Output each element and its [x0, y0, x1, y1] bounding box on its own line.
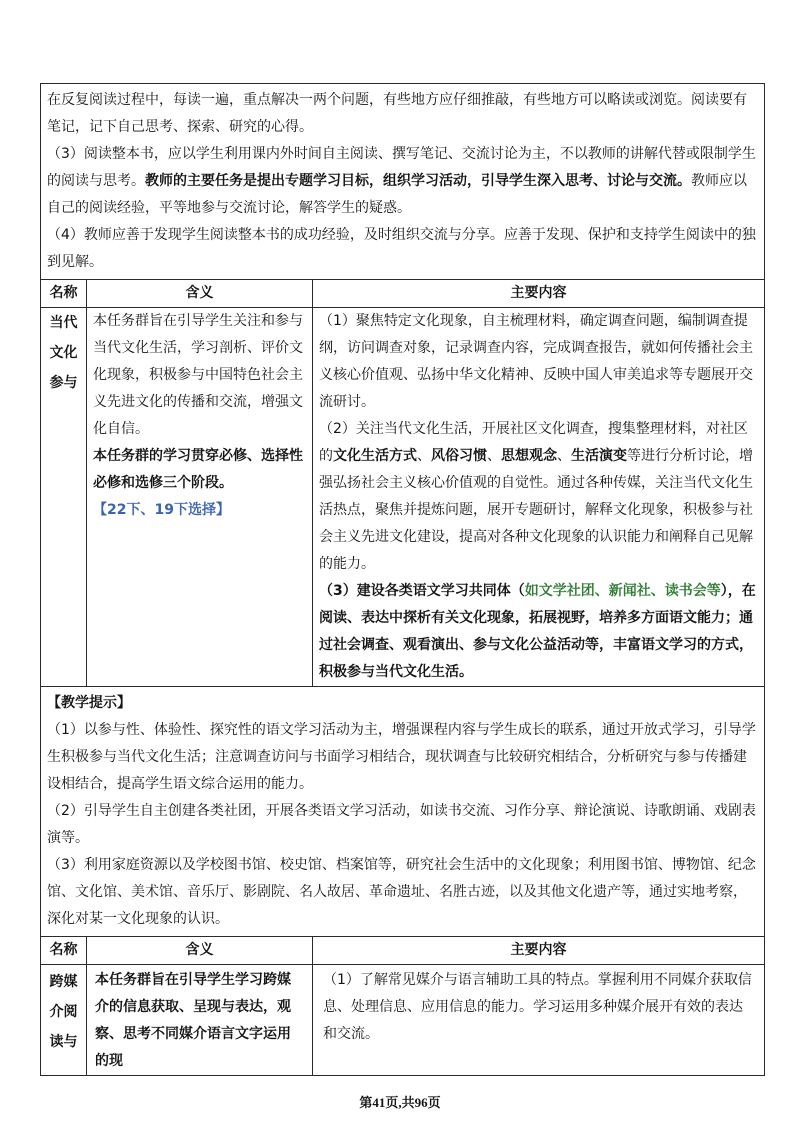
row1-c2-sep-3: 、	[557, 448, 571, 464]
intro-paragraph-3: （4）教师应善于发现学生阅读整本书的成功经验，及时组织交流与分享。应善于发现、保护和支持学生阅读中的独到见解。	[47, 227, 756, 270]
intro-p2-text: （3）阅读整本书，应以学生利用课内外时间自主阅读、撰写笔记、交流讨论为主，不以教师的讲解代替或限制学生的阅读与思考。	[47, 146, 756, 189]
intro-paragraph-1: 在反复阅读过程中，每读一遍，重点解决一两个问题，有些地方应仔细推敲，有些地方可以略读或浏览。阅读要有笔记，记下自己思考、探索、研究的心得。	[47, 92, 747, 135]
row1-c2-bold-4: 生活演变	[571, 448, 627, 464]
row2-content-1: （1）了解常见媒介与语言辅助工具的特点。掌握利用不同媒介获取信息、处理信息、应用信息的能力。学习运用多种媒介展开有效的表达和交流。	[323, 972, 752, 1042]
row2-name	[41, 965, 87, 1076]
row-contemporary-culture	[41, 308, 765, 687]
row1-c2-text: （2）关注当代文化生活，开展社区文化调查，搜集整理材料，对社区的	[319, 421, 748, 464]
row1-c2-bold-1: 文化生活方式	[333, 448, 417, 464]
header-row-2	[41, 937, 765, 965]
header-name: 名称	[41, 280, 87, 308]
page-footer: 第41页,共96页	[359, 1095, 441, 1110]
row1-c2-sep-1: 、	[417, 448, 431, 464]
row1-meaning-text: 本任务群旨在引导学生关注和参与当代文化生活，学习剖析、评价文化现象，积极参与中国特色社会主义先进文化的传播和交流，增强文化自信。	[93, 313, 303, 437]
teaching-tips-cell	[41, 687, 765, 937]
row1-content-1: （1）聚焦特定文化现象，自主梳理材料，确定调查问题，编制调查提纲，访问调查对象，记录调查内容，完成调查报告，就如何传播社会主义核心价值观、弘扬中华文化精神、反映中国人审美追求等专题展开交流研讨。	[319, 313, 753, 410]
header-content: 主要内容	[313, 280, 765, 308]
row1-c2-sep-2: 、	[487, 448, 501, 464]
header2-meaning: 含义	[87, 937, 313, 965]
header-row-1	[41, 280, 765, 308]
row2-meaning	[87, 965, 313, 1076]
row1-meaning	[87, 308, 313, 687]
row1-c2-bold-2: 风俗习惯	[431, 448, 487, 464]
row2-content	[313, 965, 765, 1076]
row1-c3-tail: ），在阅读、表达中探析有关文化现象，拓展视野，培养多方面语文能力；通过社会调查、观看演出、参与文化公益活动等，丰富语文学习的方式，积极参与当代文化生活。	[319, 583, 756, 680]
row1-meaning-bold: 本任务群的学习贯穿必修、选择性必修和选修三个阶段。	[93, 448, 303, 491]
header2-name: 名称	[41, 937, 87, 965]
teaching-tip-1: （1）以参与性、体验性、探究性的语文学习活动为主，增强课程内容与学生成长的联系，通过开放式学习，引导学生积极参与当代文化生活；注意调查访问与书面学习相结合，现状调查与比较研究相结合，分析研究与参与传播建设相结合，提高学生语文综合运用的能力。	[47, 722, 756, 792]
row1-exam-tag: 【22下、19下选择】	[93, 502, 230, 518]
teaching-tip-2: （2）引导学生自主创建各类社团，开展各类语文学习活动，如读书交流、习作分享、辩论演说、诗歌朗诵、戏剧表演等。	[47, 803, 756, 846]
teaching-tip-3: （3）利用家庭资源以及学校图书馆、校史馆、档案馆等，研究社会生活中的文化现象；利用图书馆、博物馆、纪念馆、文化馆、美术馆、音乐厅、影剧院、名人故居、革命遗址、名胜古迹，以及其他文化遗产等，通过实地考察，深化对某一文化现象的认识。	[47, 857, 756, 927]
row1-content	[313, 308, 765, 687]
header-meaning: 含义	[87, 280, 313, 308]
row1-c3-green: 如文学社团、新闻社、读书会等	[524, 583, 721, 599]
curriculum-table	[40, 83, 765, 1076]
header2-content: 主要内容	[313, 937, 765, 965]
teaching-tips-title: 【教学提示】	[47, 695, 131, 711]
intro-row	[41, 84, 765, 280]
row1-c2-tail: 等进行分析讨论，增强弘扬社会主义核心价值观的自觉性。通过各种传媒，关注当代文化生活热点，聚焦并提炼问题，展开专题研讨，解释文化现象，积极参与社会主义先进文化建设，提高对各种文化现象的认识能力和阐释自己见解的能力。	[319, 448, 753, 572]
intro-paragraph-2	[47, 141, 758, 222]
row2-name-text: 跨媒介阅读与	[49, 974, 78, 1050]
intro-p2-bold: 教师的主要任务是提出专题学习目标，组织学习活动，引导学生深入思考、讨论与交流。	[145, 173, 691, 189]
row1-name	[41, 308, 87, 687]
row1-name-text: 当代文化参与	[49, 315, 78, 391]
row2-meaning-bold: 本任务群旨在引导学生学习跨媒介的信息获取、呈现与表达，观察、思考不同媒介语言文字运用的现	[95, 972, 291, 1069]
row1-c2-bold-3: 思想观念	[501, 448, 557, 464]
row1-content-3	[319, 578, 758, 686]
row1-c3-text: （3）建设各类语文学习共同体（	[319, 583, 525, 599]
teaching-tips-row	[41, 687, 765, 937]
row-cross-media	[41, 965, 765, 1076]
row1-content-2	[319, 416, 758, 578]
intro-p2-tail: 教师应以自己的阅读经验，平等地参与交流讨论，解答学生的疑惑。	[47, 173, 747, 216]
intro-cell	[41, 84, 765, 280]
